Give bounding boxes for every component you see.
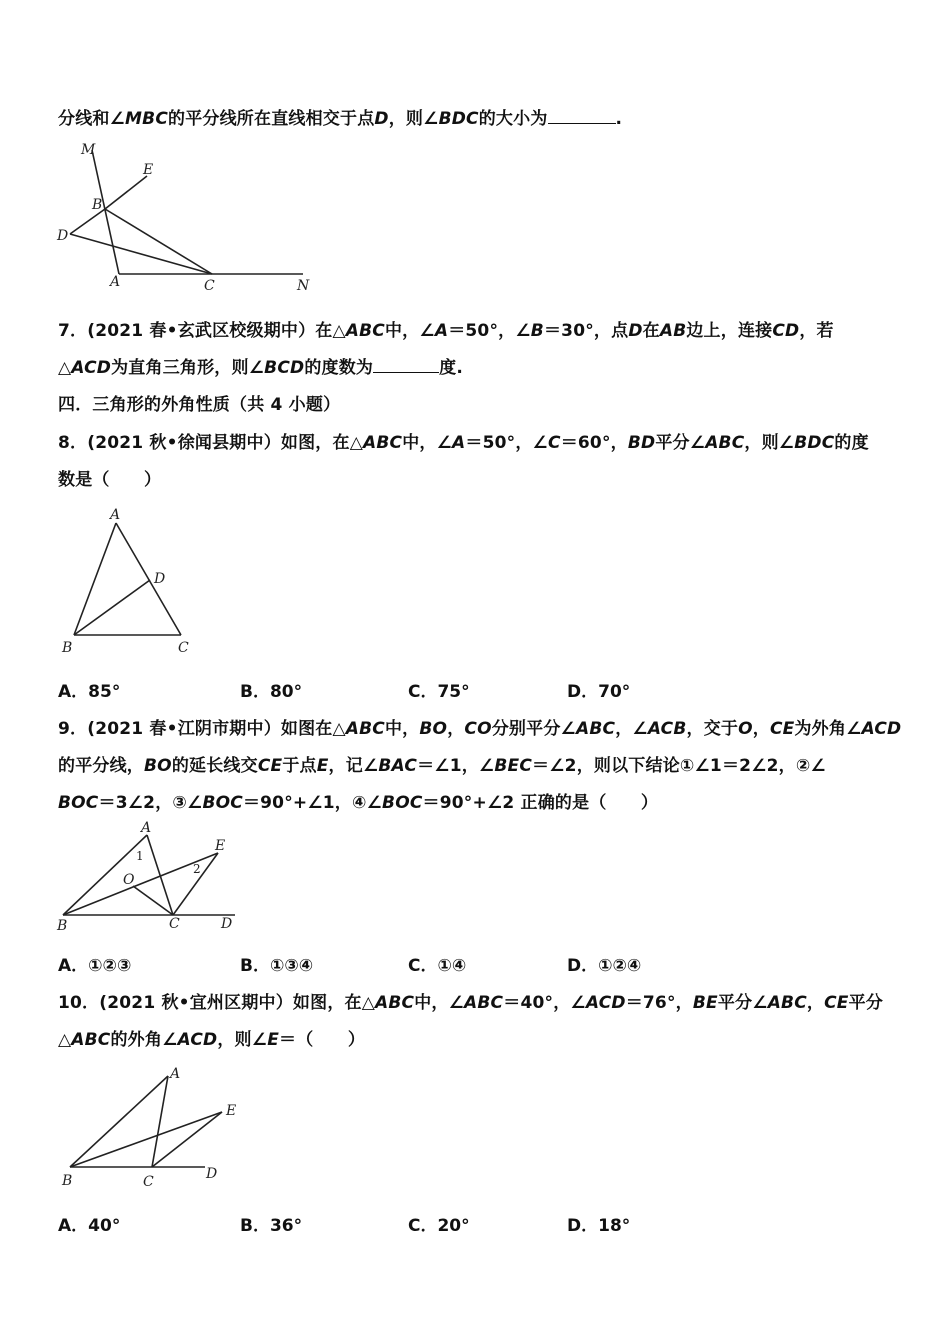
math: CO xyxy=(464,719,492,739)
math: ABC xyxy=(575,719,616,739)
text: 的平分线所在直线相交于点 xyxy=(168,109,375,129)
line-co xyxy=(133,886,173,915)
text: ， xyxy=(806,993,825,1013)
math: BO xyxy=(144,756,172,776)
text: 为外角∠ xyxy=(794,719,862,739)
label-e: E xyxy=(226,1103,237,1119)
line-bc xyxy=(105,209,212,274)
math: B xyxy=(530,321,544,341)
text: 10．(2021 秋•宜州区期中）如图，在△ xyxy=(58,993,375,1013)
math: D xyxy=(628,321,643,341)
text: ，则∠ xyxy=(217,1030,268,1050)
answer-blank[interactable] xyxy=(373,358,439,373)
label-d: D xyxy=(221,916,233,932)
q8-option-c[interactable]: C．75° xyxy=(408,682,470,702)
math: ABC xyxy=(705,433,745,453)
label-a: A xyxy=(141,820,152,836)
q6-figure xyxy=(55,138,325,298)
label-e: E xyxy=(143,162,154,178)
math: E xyxy=(316,756,329,776)
line-ac xyxy=(116,523,181,635)
text: ，则∠ xyxy=(744,433,795,453)
math: A xyxy=(434,321,449,341)
math: ABC xyxy=(375,993,415,1013)
math: CE xyxy=(769,719,795,739)
text: ， xyxy=(752,719,770,739)
q9-option-a[interactable]: A．①②③ xyxy=(58,956,132,976)
math: ABC xyxy=(345,321,385,341)
math: BOC xyxy=(382,793,423,813)
math: O xyxy=(738,719,753,739)
text: ，则∠ xyxy=(388,109,439,129)
text: 数是（ ） xyxy=(58,470,162,490)
math: C xyxy=(548,433,561,453)
text: ，∠ xyxy=(615,719,648,739)
math: CE xyxy=(824,993,849,1013)
line-ce xyxy=(152,1112,222,1167)
q8-option-d[interactable]: D．70° xyxy=(567,682,631,702)
q10-line-2 xyxy=(58,1025,365,1050)
q8-line-1 xyxy=(58,428,869,453)
q6-text-line xyxy=(58,104,622,129)
text: ＝90°+∠1，④∠ xyxy=(242,793,383,813)
math: AB xyxy=(659,321,687,341)
text: ＝50°，∠ xyxy=(448,321,531,341)
math: ABC xyxy=(362,433,403,453)
text: 中，∠ xyxy=(384,321,435,341)
q9-line-1 xyxy=(58,714,901,739)
section-title: 四．三角形的外角性质（共 4 小题） xyxy=(58,395,341,415)
math: ACB xyxy=(647,719,687,739)
label-a: A xyxy=(110,274,121,290)
text: ＝∠2，则以下结论①∠1＝2∠2，②∠ xyxy=(532,756,826,776)
label-c: C xyxy=(169,916,180,932)
q9-line-2 xyxy=(58,751,826,776)
math: BOC xyxy=(58,793,99,813)
text: ＝50°，∠ xyxy=(465,433,548,453)
q8-line-2 xyxy=(58,465,161,490)
math: BCD xyxy=(264,358,305,378)
q8-option-b[interactable]: B．80° xyxy=(240,682,303,702)
text: ＝60°， xyxy=(560,433,628,453)
text: 为直角三角形，则∠ xyxy=(111,358,265,378)
q10-option-a[interactable]: A．40° xyxy=(58,1216,121,1236)
text: ，若 xyxy=(799,321,834,341)
q10-line-1 xyxy=(58,988,883,1013)
q9-option-b[interactable]: B．①③④ xyxy=(240,956,314,976)
label-a: A xyxy=(170,1066,181,1082)
text: 分别平分∠ xyxy=(491,719,576,739)
label-d: D xyxy=(154,571,166,587)
math: ACD xyxy=(861,719,902,739)
section-heading xyxy=(58,390,340,415)
q7-line-1 xyxy=(58,316,834,341)
math: ACD xyxy=(71,358,112,378)
text: ， xyxy=(447,719,465,739)
label-c: C xyxy=(143,1174,154,1190)
math: D xyxy=(374,109,389,129)
label-d: D xyxy=(57,228,69,244)
label-d: D xyxy=(206,1166,218,1182)
text: 于点 xyxy=(282,756,317,776)
math: ACD xyxy=(585,993,626,1013)
angle-1-label: 1 xyxy=(136,849,144,863)
math: CD xyxy=(772,321,800,341)
q9-option-c[interactable]: C．①④ xyxy=(408,956,467,976)
q9-option-d[interactable]: D．①②④ xyxy=(567,956,642,976)
text: 平分∠ xyxy=(717,993,768,1013)
text: 的延长线交 xyxy=(171,756,258,776)
line-ac xyxy=(147,835,173,915)
math: ABC xyxy=(464,993,504,1013)
math: BAC xyxy=(378,756,418,776)
line-ab xyxy=(74,523,116,635)
text: ＝76°， xyxy=(625,993,693,1013)
q10-option-b[interactable]: B．36° xyxy=(240,1216,303,1236)
text: 中，∠ xyxy=(414,993,465,1013)
answer-blank[interactable] xyxy=(548,109,616,124)
text: 平分∠ xyxy=(655,433,706,453)
math: BE xyxy=(692,993,718,1013)
text: 的度 xyxy=(834,433,869,453)
label-c: C xyxy=(204,278,215,294)
q9-line-3 xyxy=(58,788,658,813)
math: BEC xyxy=(494,756,533,776)
text: 的度数为 xyxy=(304,358,374,378)
q10-option-d[interactable]: D．18° xyxy=(567,1216,631,1236)
text: . xyxy=(615,109,623,129)
text: 平分 xyxy=(848,993,883,1013)
text: ＝30°，点 xyxy=(543,321,629,341)
label-b: B xyxy=(92,197,103,213)
q7-line-2 xyxy=(58,353,463,378)
math: E xyxy=(267,1030,280,1050)
math: CE xyxy=(257,756,283,776)
line-dc xyxy=(70,234,212,274)
math: A xyxy=(452,433,466,453)
q8-figure xyxy=(58,503,208,663)
text: 的平分线， xyxy=(58,756,144,776)
text: 中，∠ xyxy=(402,433,453,453)
text: ，记∠ xyxy=(328,756,379,776)
line-ab xyxy=(70,1076,168,1167)
label-b: B xyxy=(62,640,73,656)
math: BD xyxy=(627,433,656,453)
text: ＝40°，∠ xyxy=(503,993,586,1013)
text: 分线和∠ xyxy=(58,109,126,129)
label-a: A xyxy=(110,507,121,523)
math: ACD xyxy=(177,1030,218,1050)
text: ＝（ ） xyxy=(279,1030,366,1050)
text: 在 xyxy=(642,321,660,341)
label-m: M xyxy=(81,142,96,158)
line-be xyxy=(105,176,147,209)
math: ABC xyxy=(345,719,385,739)
text: ＝90°+∠2 正确的是（ ） xyxy=(422,793,659,813)
text: 9．(2021 春•江阴市期中）如图在△ xyxy=(58,719,346,739)
q10-figure xyxy=(58,1062,248,1197)
q8-option-a[interactable]: A．85° xyxy=(58,682,121,702)
text: 边上，连接 xyxy=(686,321,773,341)
label-b: B xyxy=(62,1173,73,1189)
text: 8．(2021 秋•徐闻县期中）如图，在△ xyxy=(58,433,363,453)
text: 度. xyxy=(439,358,463,378)
label-n: N xyxy=(297,278,310,294)
math: BDC xyxy=(794,433,835,453)
label-b: B xyxy=(57,918,68,934)
math: BOC xyxy=(202,793,243,813)
math: ABC xyxy=(767,993,807,1013)
math: BO xyxy=(419,719,448,739)
text: △ xyxy=(58,358,72,378)
math: BDC xyxy=(438,109,479,129)
q9-figure xyxy=(55,820,245,935)
text: 的外角∠ xyxy=(110,1030,178,1050)
text: ＝3∠2，③∠ xyxy=(98,793,203,813)
angle-2-label: 2 xyxy=(193,862,201,876)
label-o: O xyxy=(123,872,135,888)
text: 中， xyxy=(384,719,420,739)
text: 7．(2021 春•玄武区校级期中）在△ xyxy=(58,321,346,341)
label-c: C xyxy=(178,640,189,656)
q10-option-c[interactable]: C．20° xyxy=(408,1216,470,1236)
math: MBC xyxy=(125,109,168,129)
text: ＝∠1，∠ xyxy=(417,756,495,776)
text: 的大小为 xyxy=(478,109,548,129)
text: △ xyxy=(58,1030,72,1050)
math: ABC xyxy=(71,1030,111,1050)
label-e: E xyxy=(215,838,226,854)
line-bd xyxy=(74,580,150,635)
line-be xyxy=(70,1112,222,1167)
text: ，交于 xyxy=(686,719,739,739)
